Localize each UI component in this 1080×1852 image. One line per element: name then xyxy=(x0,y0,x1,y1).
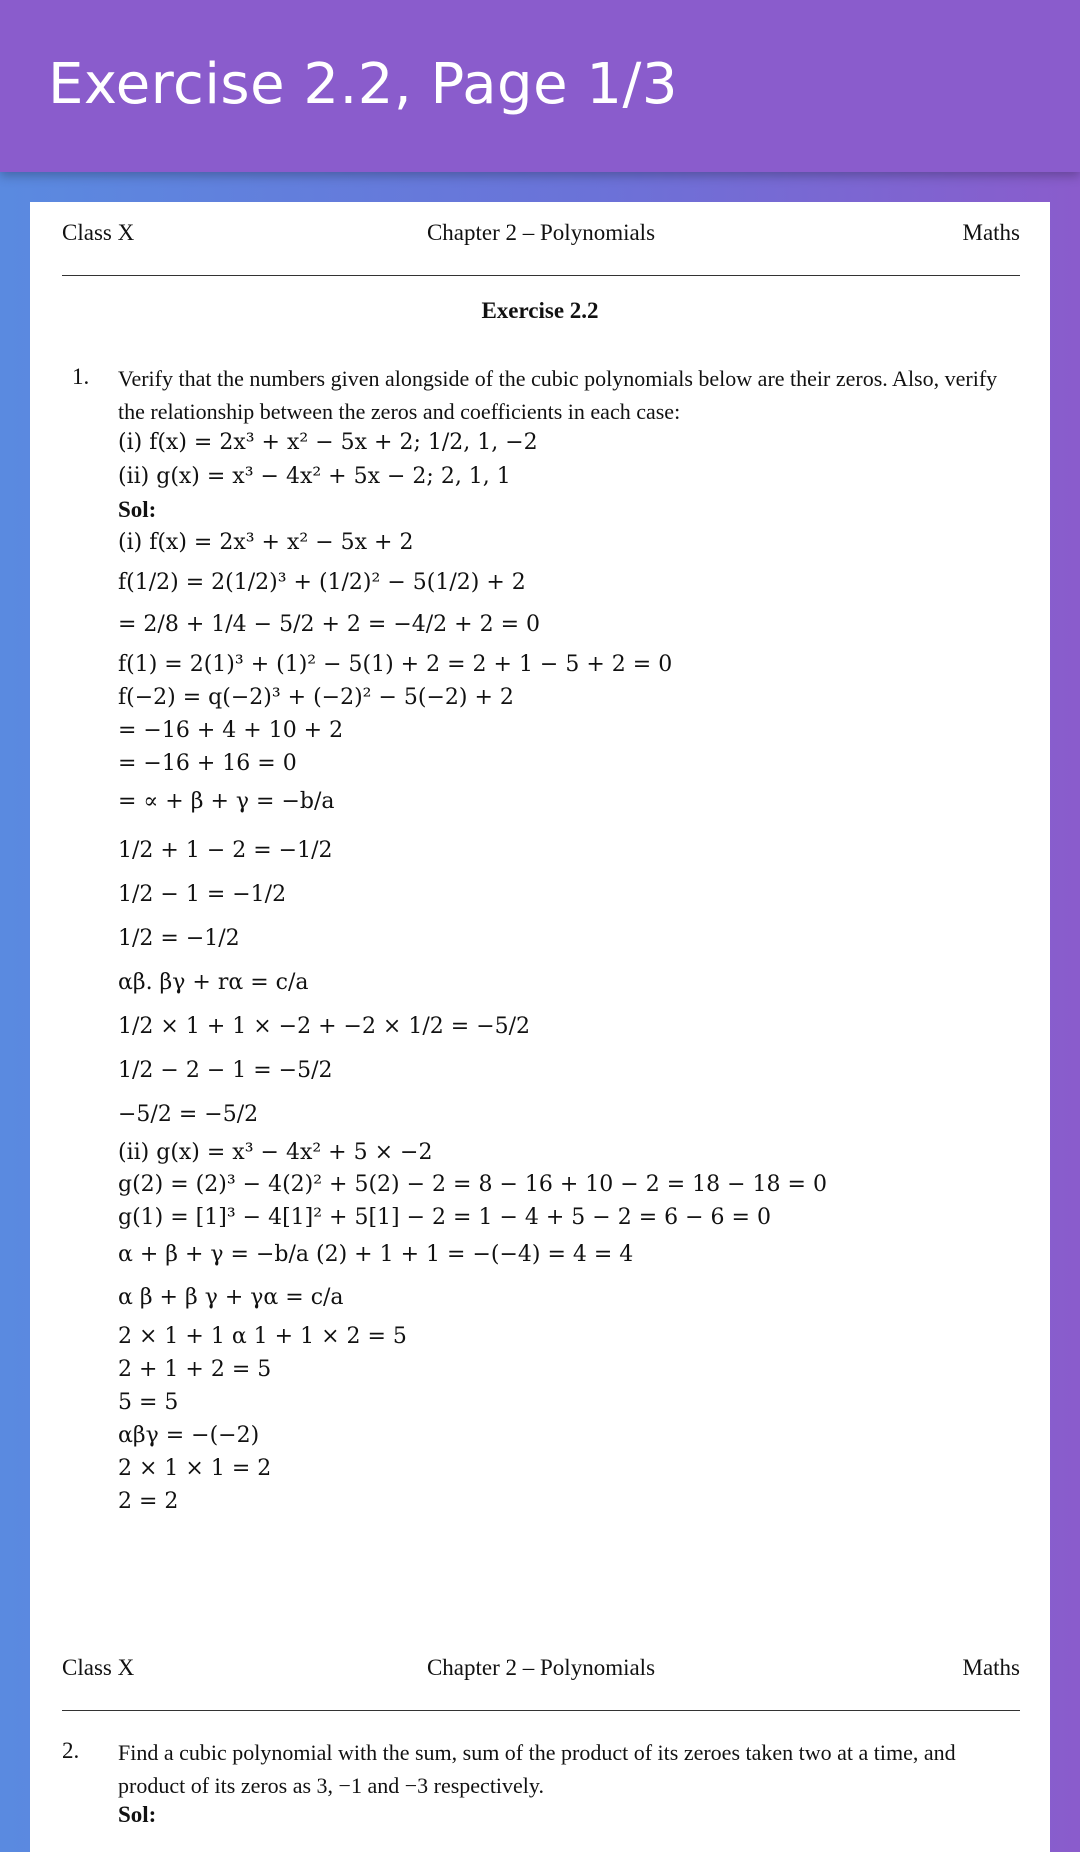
solution-line: 1/2 − 2 − 1 = −5/2 xyxy=(118,1058,333,1083)
solution-line: f(1) = 2(1)³ + (1)² − 5(1) + 2 = 2 + 1 − 5 + 2 = 0 xyxy=(118,652,673,677)
solution-line: αβ. βγ + rα = c/a xyxy=(118,970,309,995)
header-divider xyxy=(62,1710,1020,1711)
solution-line: = −16 + 16 = 0 xyxy=(118,751,297,776)
solution-line: (ii) g(x) = x³ − 4x² + 5 × −2 xyxy=(118,1140,433,1165)
solution-line: = ∝ + β + γ = −b/a xyxy=(118,789,335,814)
header-class: Class X xyxy=(62,220,135,245)
question-text: Verify that the numbers given alongside of the cubic polynomials below are their zeros. Also, verify the relationship between the zeros and coefficients in each case: xyxy=(118,366,998,424)
solution-line: 1/2 − 1 = −1/2 xyxy=(118,882,287,907)
page-header xyxy=(62,1655,1020,1689)
app-bar xyxy=(0,0,1080,172)
solution-line: 2 × 1 × 1 = 2 xyxy=(118,1456,272,1481)
solution-line: = 2/8 + 1/4 − 5/2 + 2 = −4/2 + 2 = 0 xyxy=(118,612,540,637)
question-number: 2. xyxy=(62,1738,80,1763)
solution-line: −5/2 = −5/2 xyxy=(118,1102,259,1127)
solution-line: 1/2 + 1 − 2 = −1/2 xyxy=(118,838,333,863)
header-subject: Maths xyxy=(962,1655,1020,1680)
page-header xyxy=(62,220,1020,254)
solution-line: α + β + γ = −b/a (2) + 1 + 1 = −(−4) = 4 = 4 xyxy=(118,1242,634,1267)
question-part: (i) f(x) = 2x³ + x² − 5x + 2; 1/2, 1, −2 xyxy=(118,430,538,455)
header-chapter: Chapter 2 – Polynomials xyxy=(426,220,656,245)
exercise-title: Exercise 2.2 xyxy=(481,298,599,323)
solution-line: 1/2 = −1/2 xyxy=(118,926,240,951)
question-part: (ii) g(x) = x³ − 4x² + 5x − 2; 2, 1, 1 xyxy=(118,464,511,489)
solution-line: g(2) = (2)³ − 4(2)² + 5(2) − 2 = 8 − 16 + 10 − 2 = 18 − 18 = 0 xyxy=(118,1172,827,1197)
solution-line: 2 × 1 + 1 α 1 + 1 × 2 = 5 xyxy=(118,1324,407,1349)
header-subject: Maths xyxy=(962,220,1020,245)
solution-line: f(−2) = q(−2)³ + (−2)² − 5(−2) + 2 xyxy=(118,685,514,710)
solution-line: 1/2 × 1 + 1 × −2 + −2 × 1/2 = −5/2 xyxy=(118,1014,531,1039)
solution-line: (i) f(x) = 2x³ + x² − 5x + 2 xyxy=(118,530,414,555)
solution-label: Sol: xyxy=(118,497,157,522)
question-text: Find a cubic polynomial with the sum, sum of the product of its zeroes taken two at a time, and product of its zeros as 3, −1 and −3 respectively. xyxy=(118,1740,956,1798)
solution-label: Sol: xyxy=(118,1802,157,1827)
header-chapter: Chapter 2 – Polynomials xyxy=(426,1655,656,1680)
solution-line: α β + β γ + γα = c/a xyxy=(118,1285,344,1310)
solution-line: αβγ = −(−2) xyxy=(118,1423,260,1448)
header-class: Class X xyxy=(62,1655,135,1680)
solution-line: = −16 + 4 + 10 + 2 xyxy=(118,718,344,743)
solution-line: 2 = 2 xyxy=(118,1489,179,1514)
header-divider xyxy=(62,275,1020,276)
document-page[interactable] xyxy=(30,202,1050,1852)
solution-line: f(1/2) = 2(1/2)³ + (1/2)² − 5(1/2) + 2 xyxy=(118,570,526,595)
question-number: 1. xyxy=(72,364,90,389)
app-bar-title: Exercise 2.2, Page 1/3 xyxy=(48,52,678,117)
solution-line: g(1) = [1]³ − 4[1]² + 5[1] − 2 = 1 − 4 + 5 − 2 = 6 − 6 = 0 xyxy=(118,1205,771,1230)
solution-line: 2 + 1 + 2 = 5 xyxy=(118,1357,272,1382)
solution-line: 5 = 5 xyxy=(118,1390,179,1415)
